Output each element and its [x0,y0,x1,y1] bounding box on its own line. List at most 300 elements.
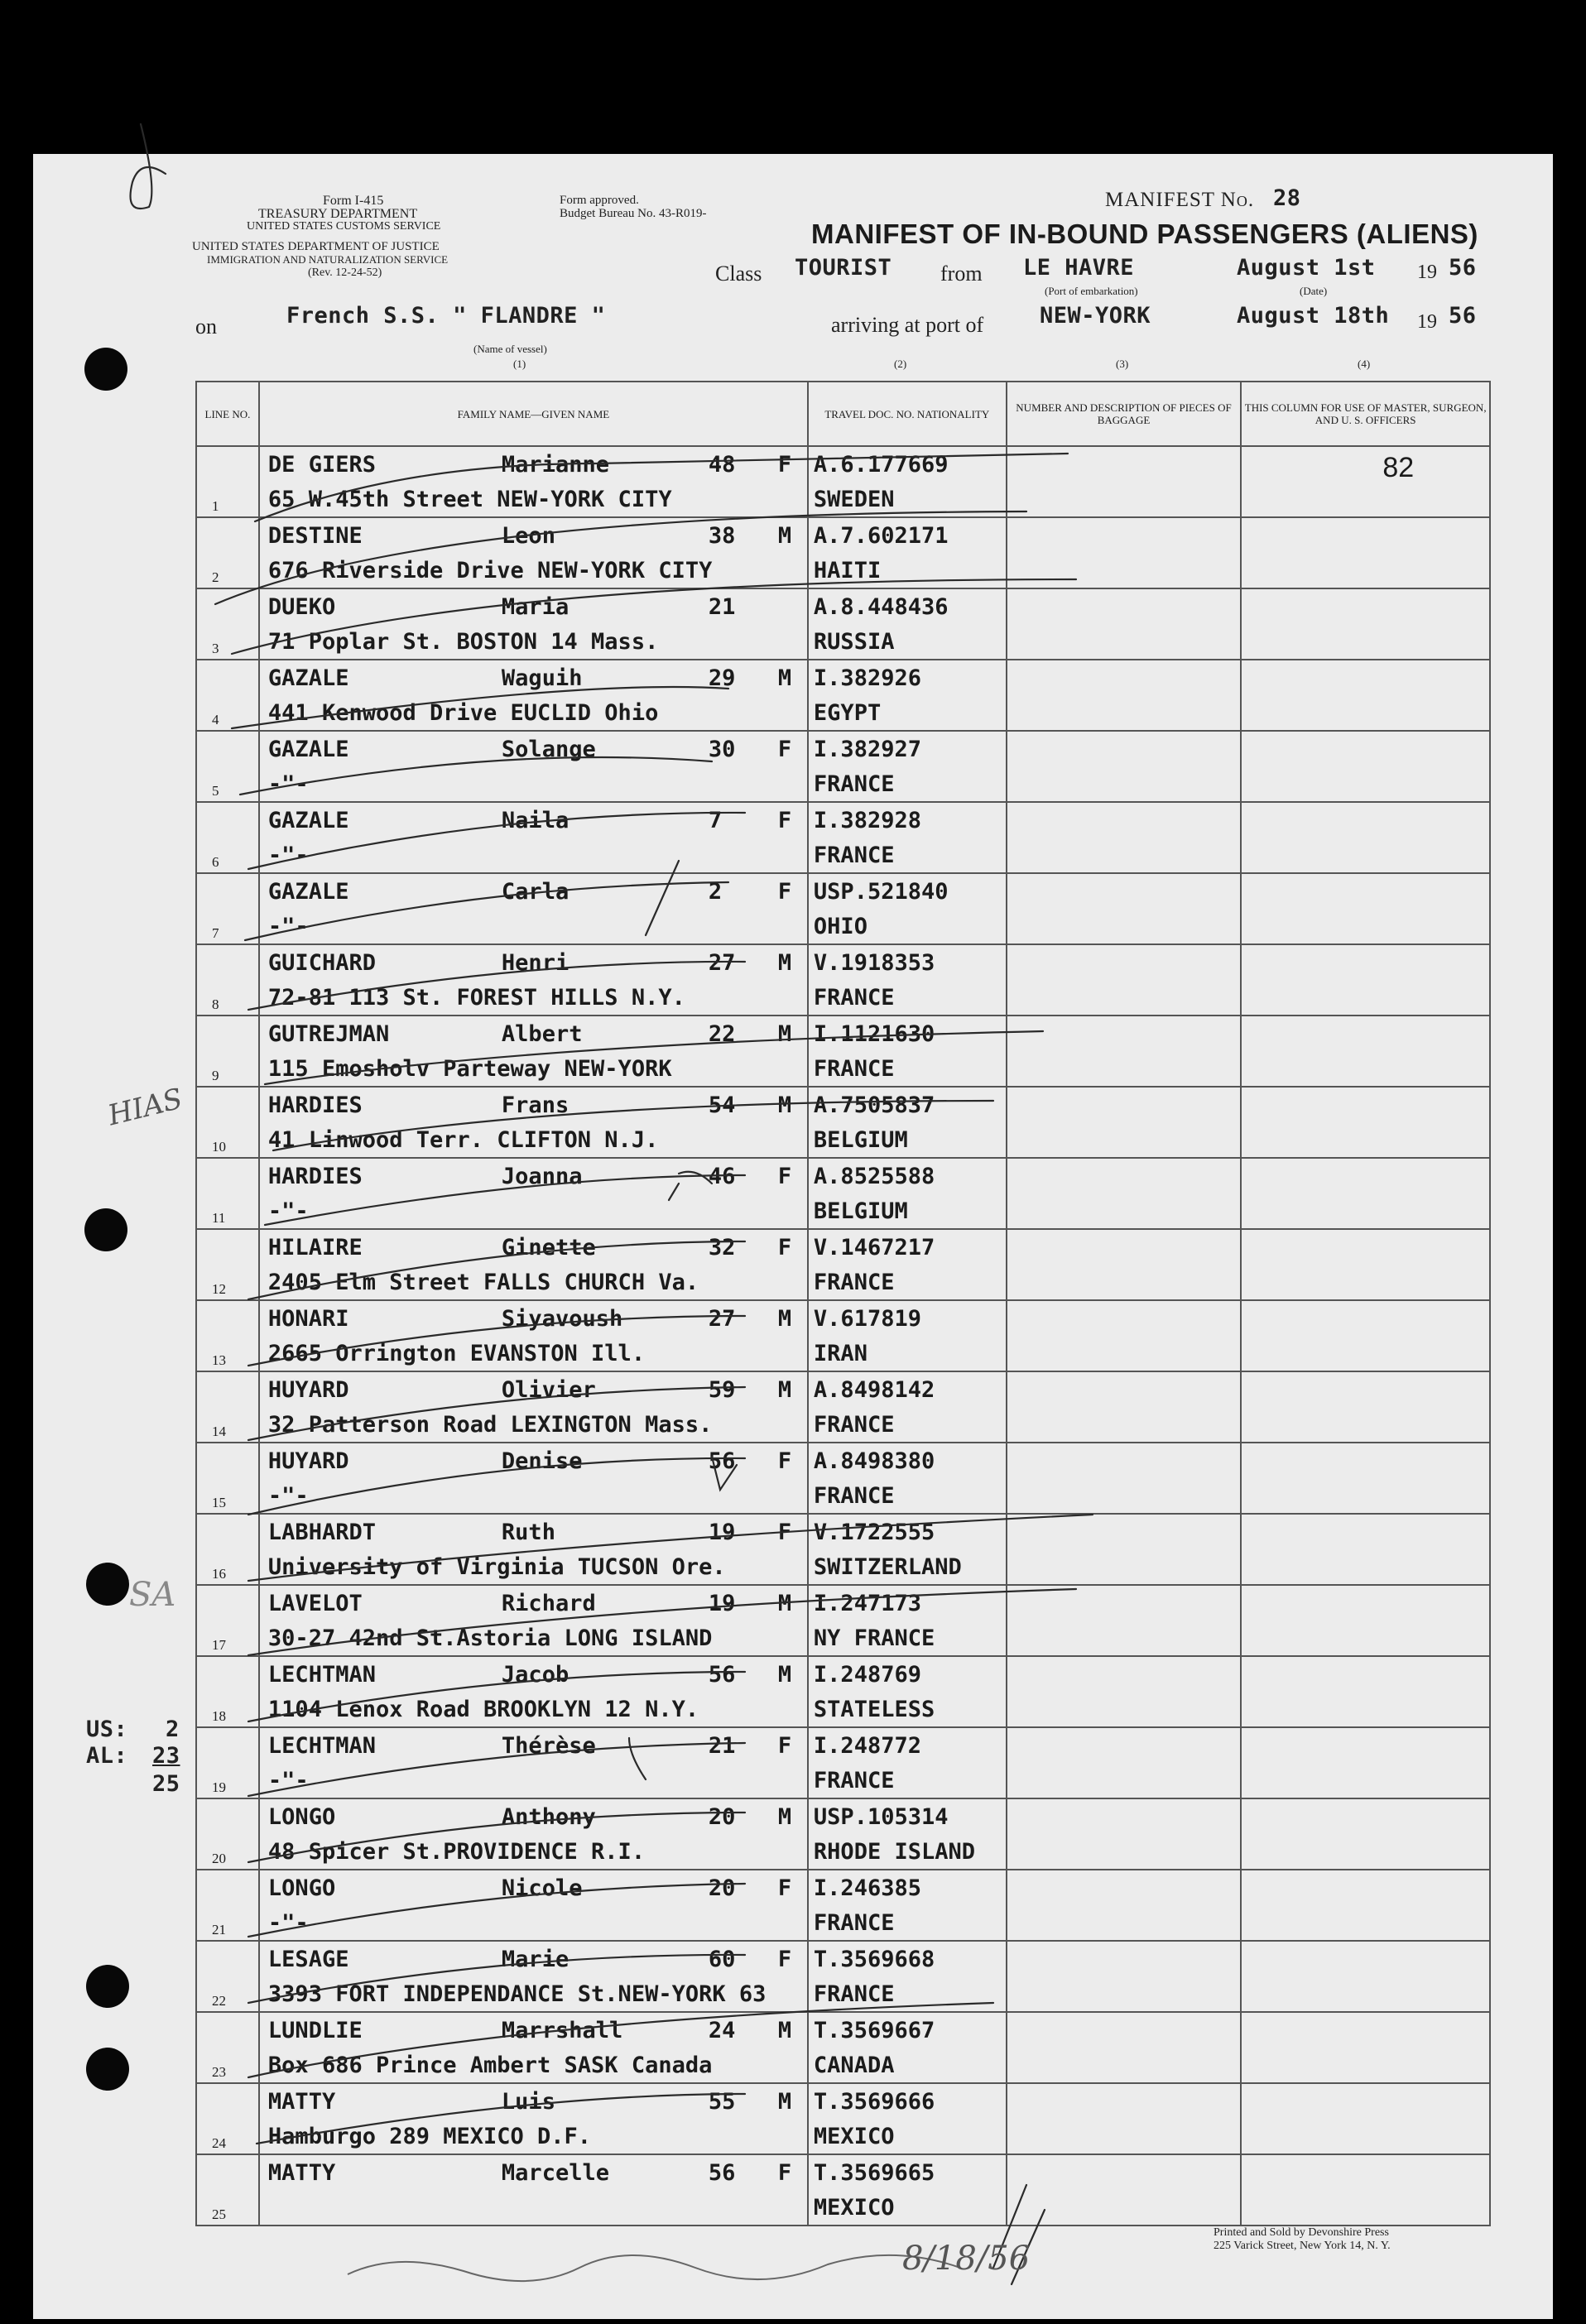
date-caption: (Date) [1300,285,1328,297]
address: -"- [267,914,309,939]
arriving-label: arriving at port of [831,313,984,337]
table-row [196,2012,1490,2083]
line-cell [196,588,259,660]
baggage-cell [1007,446,1242,517]
officer-cell [1241,1087,1490,1158]
age: 56 [708,1448,736,1474]
manifest-title: MANIFEST OF IN-BOUND PASSENGERS (ALIENS) [811,218,1478,249]
age: 60 [708,1947,736,1972]
age: 30 [708,737,736,762]
given-name: Luis [501,2089,555,2115]
officer-cell [1241,1727,1490,1798]
line-number: 7 [212,925,219,941]
al-count-label: AL: [86,1743,128,1769]
column-number: (3) [1116,358,1129,370]
line-number: 15 [212,1495,226,1510]
table-row [196,588,1490,660]
name-cell [259,1229,808,1300]
line-cell [196,873,259,944]
family-name: MATTY [267,2160,336,2186]
family-name: LESAGE [267,1947,349,1972]
travel-doc-no: A.7505837 [813,1092,935,1118]
doc-cell [808,2012,1007,2083]
table-row [196,1229,1490,1300]
travel-doc-no: V.1918353 [813,950,935,976]
age: 29 [708,665,736,691]
age: 21 [708,1733,736,1759]
doc-cell [808,1798,1007,1870]
line-cell [196,1941,259,2012]
age: 7 [708,808,723,833]
doc-cell [808,731,1007,802]
doc-cell [808,1727,1007,1798]
doc-cell [808,873,1007,944]
baggage-header: NUMBER AND DESCRIPTION OF PIECES OF BAGGAGE [1007,382,1242,446]
doc-cell [808,1585,1007,1656]
sex: F [777,1448,792,1474]
travel-doc-no: I.382928 [813,808,921,833]
table-row [196,1087,1490,1158]
age: 27 [708,1306,736,1332]
family-name: GUICHARD [267,950,376,976]
printer-line-2: 225 Varick Street, New York 14, N. Y. [1214,2240,1391,2252]
family-name: GAZALE [267,879,349,905]
travel-doc-no: I.1121630 [813,1021,935,1047]
age: 20 [708,1804,736,1830]
nationality: EGYPT [813,700,882,726]
family-name: LONGO [267,1875,336,1901]
name-cell [259,1371,808,1443]
baggage-cell [1007,1300,1242,1371]
table-row [196,1443,1490,1514]
baggage-cell [1007,1158,1242,1229]
age: 59 [708,1377,736,1403]
signature-date: 8/18/56 [902,2240,1031,2278]
sex: M [777,1021,792,1047]
age: 19 [708,1520,736,1545]
officer-cell [1241,2012,1490,2083]
nationality: FRANCE [813,771,895,797]
given-name: Thérèse [501,1733,596,1759]
total-count: 25 [152,1771,180,1797]
travel-doc-no: I.247173 [813,1591,921,1616]
officer-cell [1241,2083,1490,2154]
travel-doc-no: A.6.177669 [813,452,949,478]
doc-cell [808,2154,1007,2226]
family-name: LUNDLIE [267,2018,363,2043]
officer-cell [1241,588,1490,660]
table-header-row [196,382,1490,446]
travel-doc-header: TRAVEL DOC. NO. NATIONALITY [808,382,1007,446]
sex: F [777,1164,792,1189]
given-name: Anthony [501,1804,596,1830]
travel-doc-no: V.1722555 [813,1520,935,1545]
passenger-table [195,381,1491,2226]
line-cell [196,1798,259,1870]
table-row [196,446,1490,517]
name-cell [259,2083,808,2154]
customs-service: UNITED STATES CUSTOMS SERVICE [247,220,441,233]
age: 56 [708,2160,736,2186]
age: 22 [708,1021,736,1047]
travel-doc-no: USP.105314 [813,1804,949,1830]
doc-cell [808,1371,1007,1443]
travel-doc-no: A.8525588 [813,1164,935,1189]
ins-service: IMMIGRATION AND NATURALIZATION SERVICE [207,253,449,266]
officer-cell [1241,660,1490,731]
punch-hole [84,1208,127,1251]
officer-cell [1241,1941,1490,2012]
line-cell [196,1016,259,1087]
given-name: Maria [501,594,570,620]
sex: F [777,1875,792,1901]
baggage-cell [1007,588,1242,660]
family-name: LECHTMAN [267,1733,376,1759]
port-caption: (Port of embarkation) [1045,285,1138,297]
travel-doc-no: A.8.448436 [813,594,949,620]
officer-cell [1241,731,1490,802]
family-name: DUEKO [267,594,336,620]
officer-cell [1241,1656,1490,1727]
given-name: Carla [501,879,570,905]
line-cell [196,2154,259,2226]
baggage-cell [1007,1798,1242,1870]
nationality: SWEDEN [813,487,895,512]
name-cell [259,1514,808,1585]
given-name: Nicole [501,1875,583,1901]
line-number: 12 [212,1281,226,1297]
officers-header: THIS COLUMN FOR USE OF MASTER, SURGEON, AND U. S. OFFICERS [1241,382,1490,446]
travel-doc-no: I.382927 [813,737,921,762]
form-rev: (Rev. 12-24-52) [308,266,382,279]
al-count: 23 [152,1743,180,1769]
baggage-cell [1007,517,1242,588]
address: University of Virginia TUCSON Ore. [267,1554,726,1580]
punch-hole [84,348,127,391]
name-cell [259,1656,808,1727]
age: 38 [708,523,736,549]
form-number: Form I-415 [323,194,384,208]
given-name: Marianne [501,452,609,478]
line-no-header: LINE NO. [196,382,259,446]
age: 54 [708,1092,736,1118]
on-label: on [195,315,217,339]
line-number: 21 [212,1922,226,1937]
doc-cell [808,1514,1007,1585]
family-name: GUTREJMAN [267,1021,390,1047]
baggage-cell [1007,1087,1242,1158]
name-cell [259,1727,808,1798]
year-prefix-2: 19 [1417,311,1437,333]
baggage-cell [1007,1514,1242,1585]
family-name: GAZALE [267,808,349,833]
age: 19 [708,1591,736,1616]
arrival-port: NEW-YORK [1040,303,1151,329]
nationality: FRANCE [813,1056,895,1082]
nationality: HAITI [813,558,882,583]
name-cell [259,588,808,660]
baggage-cell [1007,731,1242,802]
name-cell [259,1585,808,1656]
address: 3393 FORT INDEPENDANCE St.NEW-YORK 63 [267,1981,767,2007]
address: Hamburgo 289 MEXICO D.F. [267,2124,592,2149]
given-name: Ginette [501,1235,596,1260]
table-row [196,802,1490,873]
treasury-dept: TREASURY DEPARTMENT [258,207,418,221]
budget-bureau: Budget Bureau No. 43-R019- [560,207,707,220]
travel-doc-no: I.246385 [813,1875,921,1901]
name-cell [259,1016,808,1087]
doc-cell [808,1300,1007,1371]
line-cell [196,2012,259,2083]
table-row [196,1870,1490,1941]
given-name: Joanna [501,1164,583,1189]
sex: M [777,2089,792,2115]
sex: M [777,1591,792,1616]
vessel-name: French S.S. " FLANDRE " [286,303,606,329]
baggage-cell [1007,1941,1242,2012]
address: 48 Spicer St.PROVIDENCE R.I. [267,1839,646,1865]
given-name: Ruth [501,1520,555,1545]
name-cell [259,1087,808,1158]
sex: M [777,2018,792,2043]
table-row [196,1158,1490,1229]
name-cell [259,1941,808,2012]
travel-doc-no: V.617819 [813,1306,921,1332]
sex: F [777,1235,792,1260]
name-cell [259,1870,808,1941]
family-name: DE GIERS [267,452,376,478]
from-label: from [940,262,983,286]
departure-date: August 1st [1237,255,1376,281]
age: 56 [708,1662,736,1688]
line-cell [196,1656,259,1727]
given-name: Olivier [501,1377,596,1403]
travel-doc-no: A.7.602171 [813,523,949,549]
name-cell [259,2012,808,2083]
line-number: 11 [212,1210,226,1226]
address: 65 W.45th Street NEW-YORK CITY [267,487,672,512]
baggage-cell [1007,2012,1242,2083]
baggage-cell [1007,2154,1242,2226]
baggage-cell [1007,944,1242,1016]
line-number: 4 [212,712,219,727]
nationality: FRANCE [813,1910,895,1936]
line-number: 25 [212,2206,226,2222]
age: 20 [708,1875,736,1901]
sex: M [777,1092,792,1118]
doc-cell [808,1087,1007,1158]
table-row [196,731,1490,802]
address: 1104 Lenox Road BROOKLYN 12 N.Y. [267,1697,699,1722]
departure-year: 56 [1449,255,1477,281]
doc-cell [808,1870,1007,1941]
address: 72-81 113 St. FOREST HILLS N.Y. [267,985,685,1011]
doc-cell [808,1656,1007,1727]
table-row [196,2154,1490,2226]
line-cell [196,660,259,731]
address: -"- [267,1910,309,1936]
doc-cell [808,517,1007,588]
doc-cell [808,588,1007,660]
given-name: Siyavoush [501,1306,623,1332]
sex: F [777,1947,792,1972]
column-number: (4) [1358,358,1371,370]
address: -"- [267,1768,309,1793]
nationality: BELGIUM [813,1127,908,1153]
line-number: 18 [212,1708,226,1724]
nationality: FRANCE [813,1270,895,1295]
family-name: LAVELOT [267,1591,363,1616]
given-name: Solange [501,737,596,762]
form-approved: Form approved. [560,194,639,207]
baggage-cell [1007,1727,1242,1798]
nationality: BELGIUM [813,1198,908,1224]
officer-cell [1241,1870,1490,1941]
family-name: HARDIES [267,1164,363,1189]
travel-doc-no: I.248772 [813,1733,921,1759]
table-row [196,517,1490,588]
punch-hole [86,1965,129,2008]
sex: M [777,665,792,691]
given-name: Leon [501,523,555,549]
doc-cell [808,1443,1007,1514]
baggage-cell [1007,1229,1242,1300]
class-value: TOURIST [795,255,892,281]
family-name: DESTINE [267,523,363,549]
address: 41 Linwood Terr. CLIFTON N.J. [267,1127,659,1153]
table-row [196,873,1490,944]
name-cell [259,1798,808,1870]
doc-cell [808,1941,1007,2012]
travel-doc-no: T.3569667 [813,2018,935,2043]
table-row [196,1016,1490,1087]
name-cell [259,1300,808,1371]
nationality: FRANCE [813,1768,895,1793]
line-cell [196,1158,259,1229]
table-row [196,1371,1490,1443]
travel-doc-no: T.3569665 [813,2160,935,2186]
nationality: RUSSIA [813,629,895,655]
given-name: Naila [501,808,570,833]
officer-cell [1241,2154,1490,2226]
sex: F [777,1733,792,1759]
officer-cell [1241,802,1490,873]
nationality: FRANCE [813,1981,895,2007]
line-cell [196,731,259,802]
baggage-cell [1007,802,1242,873]
officer-cell [1241,1016,1490,1087]
nationality: RHODE ISLAND [813,1839,975,1865]
given-name: Waguih [501,665,583,691]
line-number: 19 [212,1779,226,1795]
name-cell [259,2154,808,2226]
age: 46 [708,1164,736,1189]
baggage-cell [1007,2083,1242,2154]
sex: M [777,1377,792,1403]
printer-line-1: Printed and Sold by Devonshire Press [1214,2226,1389,2239]
given-name: Denise [501,1448,583,1474]
line-cell [196,446,259,517]
line-number: 3 [212,641,219,656]
doc-cell [808,802,1007,873]
baggage-cell [1007,1656,1242,1727]
line-cell [196,944,259,1016]
given-name: Richard [501,1591,596,1616]
baggage-cell [1007,1016,1242,1087]
punch-hole [86,2048,129,2091]
line-number: 13 [212,1352,226,1368]
family-name: HUYARD [267,1377,349,1403]
baggage-cell [1007,1870,1242,1941]
table-row [196,660,1490,731]
nationality: FRANCE [813,1412,895,1438]
sex: F [777,1520,792,1545]
name-cell [259,446,808,517]
line-cell [196,802,259,873]
line-cell [196,1300,259,1371]
travel-doc-no: T.3569666 [813,2089,935,2115]
line-number: 23 [212,2064,226,2080]
age: 55 [708,2089,736,2115]
family-name: LABHARDT [267,1520,376,1545]
officer-cell [1241,1514,1490,1585]
table-row [196,1514,1490,1585]
sex: M [777,1306,792,1332]
line-cell [196,1870,259,1941]
column-number: (1) [513,358,526,370]
travel-doc-no: I.382926 [813,665,921,691]
given-name: Jacob [501,1662,570,1688]
sex: M [777,1804,792,1830]
table-row [196,1300,1490,1371]
line-cell [196,1514,259,1585]
baggage-cell [1007,873,1242,944]
line-number: 8 [212,996,219,1012]
family-name: GAZALE [267,665,349,691]
doc-cell [808,1158,1007,1229]
travel-doc-no: USP.521840 [813,879,949,905]
doc-cell [808,1229,1007,1300]
age: 2 [708,879,723,905]
baggage-cell [1007,1443,1242,1514]
table-row [196,944,1490,1016]
sa-note: SA [129,1576,176,1614]
line-number: 2 [212,569,219,585]
name-cell [259,731,808,802]
name-cell [259,660,808,731]
doc-cell [808,2083,1007,2154]
address: -"- [267,843,309,868]
sex: M [777,1662,792,1688]
line-cell [196,1443,259,1514]
officer-cell [1241,1371,1490,1443]
address: 30-27 42nd St.Astoria LONG ISLAND [267,1625,713,1651]
nationality: MEXICO [813,2124,895,2149]
nationality: CANADA [813,2053,895,2078]
officer-cell [1241,446,1490,517]
embarkation-port: LE HAVRE [1023,255,1135,281]
sex: F [777,808,792,833]
table-row [196,1656,1490,1727]
table-row [196,1798,1490,1870]
nationality: SWITZERLAND [813,1554,962,1580]
officer-cell [1241,1300,1490,1371]
given-name: Marie [501,1947,570,1972]
family-name: HARDIES [267,1092,363,1118]
table-row [196,1585,1490,1656]
officer-cell [1241,1585,1490,1656]
